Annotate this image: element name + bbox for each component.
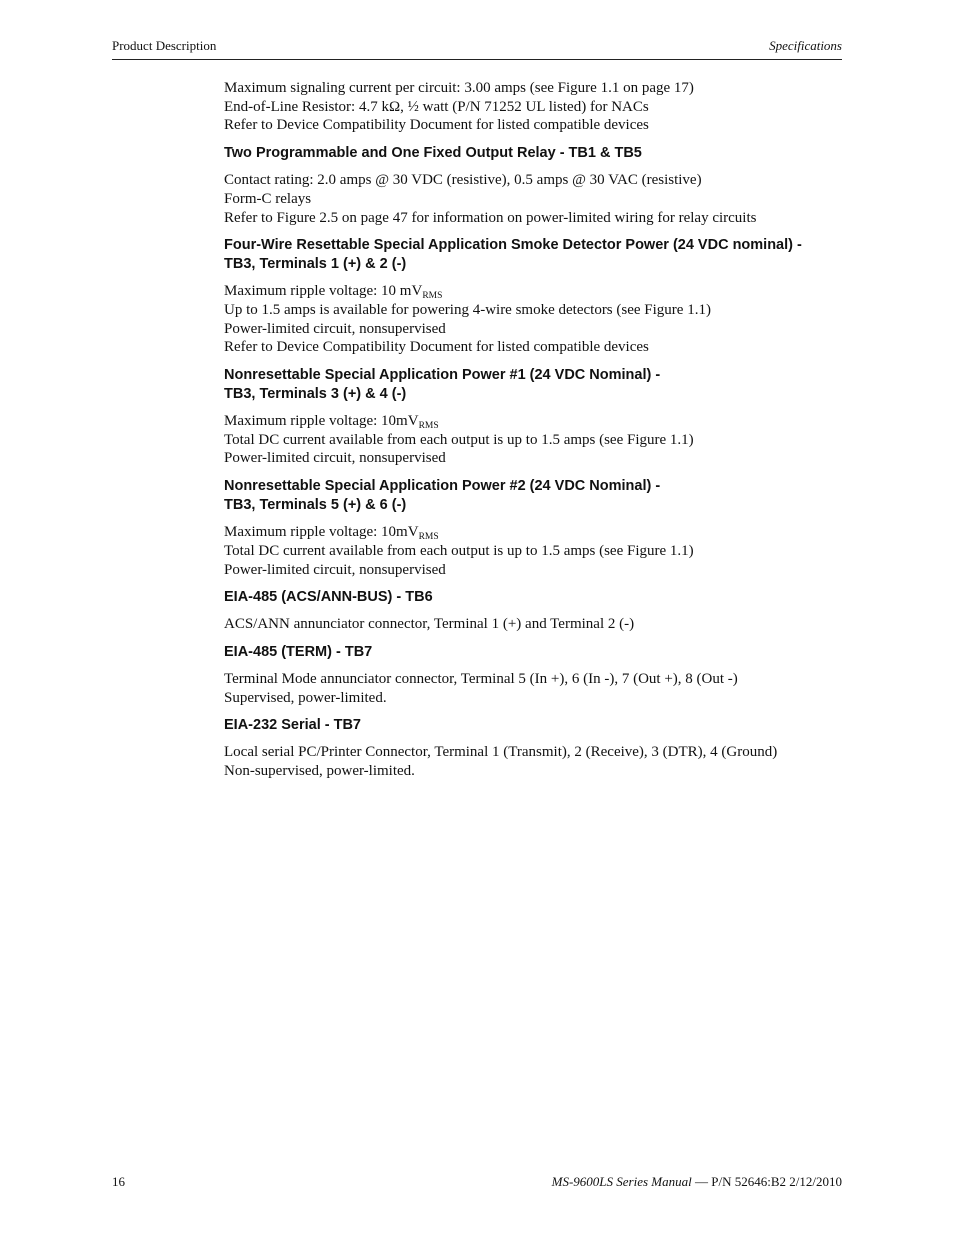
smoke-power-block	[224, 282, 844, 357]
ripple-text: Maximum ripple voltage: 10 mV	[224, 283, 423, 300]
body-line: Total DC current available from each output is up to 1.5 amps (see Figure 1.1)	[224, 431, 694, 448]
rms-subscript: RMS	[418, 421, 439, 432]
header-chapter-label: Specifications	[769, 38, 842, 53]
page-footer	[112, 1174, 842, 1194]
body-line: Refer to Device Compatibility Document for listed compatible devices	[224, 117, 649, 134]
ripple-text: Maximum ripple voltage: 10mV	[224, 413, 419, 430]
section-heading-nonresettable-2	[224, 477, 844, 515]
body-line: Refer to Figure 2.5 on page 47 for information on power-limited wiring for relay circuits	[224, 209, 757, 226]
heading-line: Four-Wire Resettable Special Application Smoke Detector Power (24 VDC nominal) -	[224, 237, 802, 254]
page-header	[112, 37, 842, 60]
body-line	[224, 412, 844, 431]
body-line: ACS/ANN annunciator connector, Terminal 1 (+) and Terminal 2 (-)	[224, 616, 635, 633]
body-line	[224, 282, 844, 301]
section-heading-eia485-term: EIA-485 (TERM) - TB7	[224, 643, 373, 660]
heading-line: TB3, Terminals 3 (+) & 4 (-)	[224, 386, 407, 403]
heading-line: Nonresettable Special Application Power #2 (24 VDC Nominal) -	[224, 478, 661, 495]
body-line: Form-C relays	[224, 190, 312, 207]
header-section-label: Product Description	[112, 38, 217, 53]
body-line: End-of-Line Resistor: 4.7 kΩ, ½ watt (P/N 71252 UL listed) for NACs	[224, 98, 649, 115]
body-line: Total DC current available from each output is up to 1.5 amps (see Figure 1.1)	[224, 542, 694, 559]
nonresettable-1-block	[224, 412, 844, 468]
section-heading-eia232: EIA-232 Serial - TB7	[224, 717, 361, 734]
body-line: Maximum signaling current per circuit: 3.00 amps (see Figure 1.1 on page 17)	[224, 80, 694, 96]
heading-line: Nonresettable Special Application Power #1 (24 VDC Nominal) -	[224, 367, 661, 384]
body-line: Local serial PC/Printer Connector, Terminal 1 (Transmit), 2 (Receive), 3 (DTR), 4 (Ground)	[224, 744, 778, 761]
rms-subscript: RMS	[418, 532, 439, 543]
body-line: Non-supervised, power-limited.	[224, 763, 415, 780]
manual-title: MS-9600LS Series Manual	[551, 1174, 692, 1189]
body-line: Power-limited circuit, nonsupervised	[224, 320, 446, 337]
body-line: Contact rating: 2.0 amps @ 30 VDC (resistive), 0.5 amps @ 30 VAC (resistive)	[224, 172, 702, 189]
ripple-text: Maximum ripple voltage: 10mV	[224, 524, 419, 541]
body-line	[224, 523, 844, 542]
body-line: Refer to Device Compatibility Document for listed compatible devices	[224, 339, 649, 356]
body-line: Supervised, power-limited.	[224, 689, 387, 706]
body-line: Power-limited circuit, nonsupervised	[224, 450, 446, 467]
page-number: 16	[112, 1174, 125, 1189]
eia485-term-block	[224, 670, 844, 707]
section-heading-relay: Two Programmable and One Fixed Output Relay - TB1 & TB5	[224, 145, 642, 162]
section-heading-eia485-acs: EIA-485 (ACS/ANN-BUS) - TB6	[224, 589, 433, 606]
intro-block	[224, 79, 844, 135]
rms-subscript: RMS	[422, 291, 443, 302]
body-line: Up to 1.5 amps is available for powering 4-wire smoke detectors (see Figure 1.1)	[224, 301, 711, 318]
heading-line: TB3, Terminals 1 (+) & 2 (-)	[224, 256, 407, 273]
eia485-acs-block	[224, 615, 844, 634]
part-info: — P/N 52646:B2 2/12/2010	[691, 1174, 842, 1189]
section-heading-smoke-power	[224, 236, 844, 274]
footer-manual-info	[552, 1174, 842, 1190]
heading-line: TB3, Terminals 5 (+) & 6 (-)	[224, 497, 407, 514]
page-body	[224, 79, 844, 781]
body-line: Terminal Mode annunciator connector, Terminal 5 (In +), 6 (In -), 7 (Out +), 8 (Out -)	[224, 670, 738, 687]
nonresettable-2-block	[224, 523, 844, 579]
relay-block	[224, 171, 844, 227]
section-heading-nonresettable-1	[224, 366, 844, 404]
body-line: Power-limited circuit, nonsupervised	[224, 561, 446, 578]
eia232-block	[224, 743, 844, 780]
